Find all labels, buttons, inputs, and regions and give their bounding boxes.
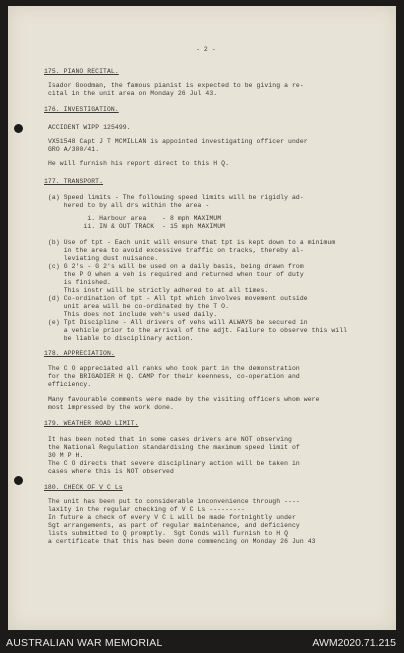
section-180-line: laxity in the regular checking of V C Ls --------- — [48, 506, 245, 513]
section-175-heading: 175. PIANO RECITAL. — [44, 68, 119, 75]
section-180-line: Sgt arrangements, as part of regular maintenance, and deficiency — [48, 522, 300, 529]
page-number: - 2 - — [196, 46, 216, 53]
section-177-line: in the area to avoid excessive traffic on tracks, thereby al- — [48, 247, 304, 254]
section-175-line: cital in the unit area on Monday 26 Jul 43. — [48, 90, 218, 97]
section-179-line: 30 M P H. — [48, 452, 84, 459]
section-178-line: for the BRIGADIER H Q. CAMP for their keenness, co-operation and — [48, 373, 300, 380]
section-180-line: a certificate that this has been done commencing on Monday 26 Jun 43 — [48, 538, 316, 545]
section-177-line: be liable to disciplinary action. — [48, 335, 194, 342]
section-178-line: efficiency. — [48, 381, 92, 388]
section-179-line: The C O directs that severe disciplinary action will be taken in — [48, 460, 300, 467]
section-177-line: hered to by all drs within the area - — [48, 202, 210, 209]
section-177-line: leviating dust nuisance. — [48, 255, 159, 262]
section-177-line: (c) G 2's - G 2's will be used on a daily basis, being drawn from — [48, 263, 304, 270]
section-180-heading: 180. CHECK OF V C Ls — [44, 484, 123, 491]
footer-accession-number: AWM2020.71.215 — [312, 637, 396, 649]
document-page — [8, 6, 396, 630]
section-177-line: ii. IN & OUT TRACK - 15 mph MAXIMUM — [48, 223, 226, 230]
archive-footer — [0, 632, 404, 653]
section-180-line: The unit has been put to considerable inconvenience through ---- — [48, 498, 300, 505]
section-178-line: Many favourable comments were made by the visiting officers whom were — [48, 396, 320, 403]
section-177-line: (e) Tpt Discipline - All drivers of vehs will ALWAYS be secured in — [48, 319, 308, 326]
section-176-line: GRO A/300/41. — [48, 146, 100, 153]
section-178-heading: 178. APPRECIATION. — [44, 350, 115, 357]
footer-institution: AUSTRALIAN WAR MEMORIAL — [6, 637, 163, 649]
section-177-line: This does not include veh's used daily. — [48, 311, 218, 318]
section-180-line: lists submitted to Q promptly. Sgt Conds will furnish to H Q — [48, 530, 289, 537]
section-176-line: ACCIDENT WIPP 125499. — [48, 124, 131, 131]
section-175-line: Isador Goodman, the famous pianist is expected to be giving a re- — [48, 82, 304, 89]
section-179-heading: 179. WEATHER ROAD LIMIT. — [44, 420, 139, 427]
section-178-line: The C O appreciated all ranks who took part in the demonstration — [48, 365, 300, 372]
section-179-line: the National Regulation standardising the maximum speed limit of — [48, 444, 300, 451]
section-176-heading: 176. INVESTIGATION. — [44, 106, 119, 113]
section-177-line: (a) Speed limits - The following speed limits will be rigidly ad- — [48, 194, 304, 201]
section-177-line: This instr will be strictly adhered to at all times. — [48, 287, 269, 294]
section-177-line: unit area will be co-ordinated by the T O. — [48, 303, 230, 310]
punch-hole — [14, 124, 23, 133]
section-179-line: It has been noted that in some cases drivers are NOT observing — [48, 436, 292, 443]
section-179-line: cases where this is NOT observed — [48, 468, 174, 475]
section-177-line: (b) Use of tpt - Each unit will ensure that tpt is kept down to a minimum — [48, 239, 336, 246]
section-178-line: most impressed by the work done. — [48, 404, 174, 411]
section-177-line: the P O when a veh is required and returned when tour of duty — [48, 271, 304, 278]
section-177-heading: 177. TRANSPORT. — [44, 178, 104, 185]
punch-hole — [14, 476, 23, 485]
section-176-line: He will furnish his report direct to this H Q. — [48, 160, 230, 167]
section-180-line: In future a check of every V C L will be made fortnightly under — [48, 514, 296, 521]
section-176-line: VX51548 Capt J T MCMILLAN is appointed investigating officer under — [48, 138, 308, 145]
section-177-line: is finished. — [48, 279, 111, 286]
section-177-line: a vehicle prior to the arrival of the adjt. Failure to observe this will — [48, 327, 348, 334]
section-177-line: i. Harbour area - 8 mph MAXIMUM — [48, 215, 222, 222]
section-177-line: (d) Co-ordination of tpt - All tpt which involves movement outside — [48, 295, 308, 302]
